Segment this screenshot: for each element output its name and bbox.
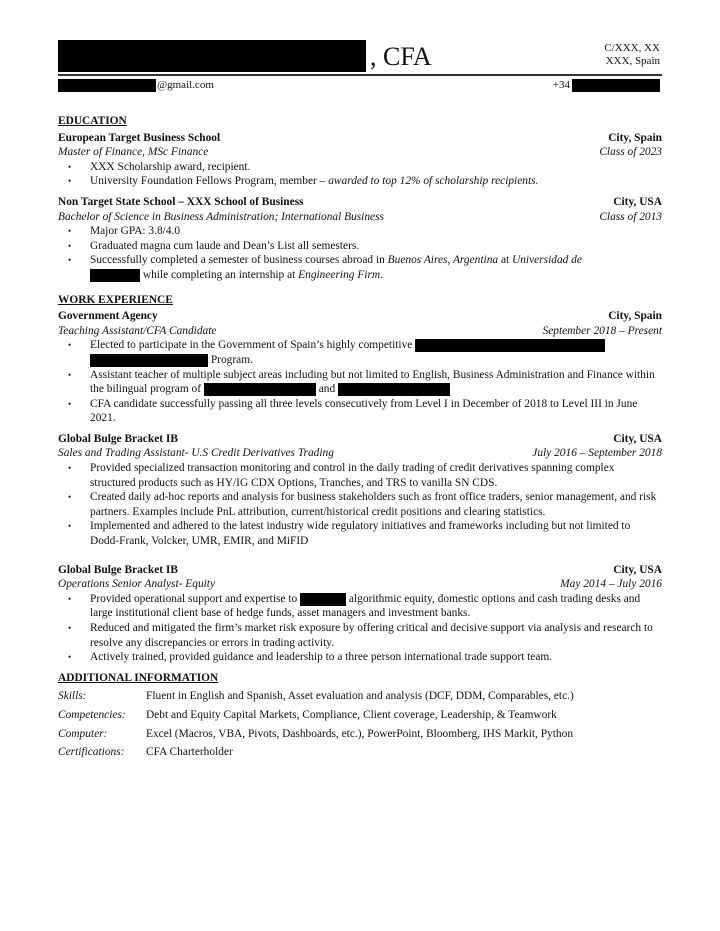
phone-prefix: +34 <box>552 79 570 91</box>
redacted-text <box>338 383 450 396</box>
email-domain: @gmail.com <box>157 79 214 91</box>
redacted-text <box>90 354 208 367</box>
contact-row <box>58 78 662 92</box>
address-line-2: XXX, Spain <box>605 55 660 67</box>
education-title: EDUCATION <box>58 115 127 127</box>
additional-value: CFA Charterholder <box>146 746 233 759</box>
list-item: • Actively trained, provided guidance and leadership to a three person international trade support team. <box>90 650 662 665</box>
job-role: Sales and Trading Assistant- U.S Credit Derivatives Trading <box>58 447 334 460</box>
redacted-text <box>90 269 140 282</box>
list-item: • Created daily ad-hoc reports and analysis for business stakeholders such as front office traders, senior management, and risk partners. Examples include PnL attribution, current/historical credit positions and clearing statistics. <box>90 490 662 519</box>
redacted-text <box>300 593 346 606</box>
header <box>58 40 662 74</box>
school-name: European Target Business School <box>58 131 221 144</box>
redacted-text <box>415 339 605 352</box>
work-entry <box>58 309 662 426</box>
resume-body <box>58 110 662 760</box>
address-line-1: C/XXX, XX <box>604 42 660 54</box>
list-item: • Reduced and mitigated the firm’s market risk exposure by offering critical and decisive support via analysis and research to resolve any discrepancies or errors in trading activity. <box>90 621 662 650</box>
job-date: May 2014 – July 2016 <box>560 578 662 591</box>
job-role: Teaching Assistant/CFA Candidate <box>58 324 217 337</box>
additional-value: Debt and Equity Capital Markets, Compliance, Client coverage, Leadership, & Teamwork <box>146 708 557 721</box>
additional-label: Certifications: <box>58 746 125 759</box>
list-item: • Provided specialized transaction monitoring and control in the daily trading of credit derivatives spanning complex structured products such as HY/IG CDX Options, Tranches, and TRS to vanilla SN CDS. <box>90 461 662 490</box>
redacted-email <box>58 79 156 92</box>
degree: Bachelor of Science in Business Administration; International Business <box>58 210 384 223</box>
additional-title: ADDITIONAL INFORMATION <box>58 671 219 684</box>
header-divider <box>58 74 662 76</box>
work-entry <box>58 563 662 665</box>
list-item: • Implemented and adhered to the latest industry wide regulatory initiatives and frameworks including but not limited to Dodd-Frank, Volcker, UMR, EMIR, and MiFID <box>90 519 662 548</box>
redacted-text <box>204 383 316 396</box>
additional-row <box>58 708 662 723</box>
list-item: • Major GPA: 3.8/4.0 <box>90 224 662 239</box>
additional-row <box>58 727 662 742</box>
name-suffix: , CFA <box>370 42 432 71</box>
degree: Master of Finance, MSc Finance <box>58 146 209 159</box>
redacted-name <box>58 40 366 72</box>
job-role: Operations Senior Analyst- Equity <box>58 578 216 591</box>
company-name: Global Bulge Bracket IB <box>58 563 178 576</box>
additional-label: Competencies: <box>58 708 126 721</box>
school-name: Non Target State School – XXX School of Business <box>58 195 304 208</box>
address <box>604 42 660 68</box>
list-item: • Successfully completed a semester of business courses abroad in Buenos Aires, Argentina at Universidad de while completing an internship at Engineering Firm. <box>90 253 662 282</box>
education-entry <box>58 131 662 189</box>
work-title: WORK EXPERIENCE <box>58 293 173 306</box>
list-item: • Assistant teacher of multiple subject areas including but not limited to English, Business Administration and Finance within the bilingual program of and <box>90 368 662 397</box>
company-name: Government Agency <box>58 310 158 323</box>
list-item: • CFA candidate successfully passing all three levels consecutively from Level I in December of 2018 to Level III in June 2021. <box>90 397 662 426</box>
additional-label: Computer: <box>58 727 108 740</box>
company-location: City, USA <box>613 432 662 445</box>
job-date: July 2016 – September 2018 <box>532 447 662 460</box>
education-entry <box>58 195 662 283</box>
school-location: City, USA <box>613 195 662 208</box>
additional-label: Skills: <box>58 690 87 703</box>
company-location: City, USA <box>613 563 662 576</box>
job-date: September 2018 – Present <box>542 324 662 337</box>
school-location: City, Spain <box>608 131 662 144</box>
list-item: • Graduated magna cum laude and Dean’s List all semesters. <box>90 239 662 254</box>
degree-date: Class of 2023 <box>599 146 662 159</box>
list-item: • Elected to participate in the Government of Spain’s highly competitive Program. <box>90 338 662 367</box>
redacted-phone <box>572 79 660 92</box>
work-entry <box>58 432 662 549</box>
additional-row <box>58 745 662 760</box>
additional-value: Fluent in English and Spanish, Asset evaluation and analysis (DCF, DDM, Comparables, etc.) <box>146 690 574 703</box>
company-location: City, Spain <box>608 310 662 323</box>
additional-row <box>58 689 662 704</box>
list-item: • University Foundation Fellows Program, member – awarded to top 12% of scholarship recipients. <box>90 174 662 189</box>
additional-value: Excel (Macros, VBA, Pivots, Dashboards, etc.), PowerPoint, Bloomberg, IHS Markit, Python <box>146 727 574 740</box>
list-item: • Provided operational support and expertise to algorithmic equity, domestic options and cash trading desks and large institutional client base of hedge funds, asset managers and investment banks. <box>90 592 662 621</box>
company-name: Global Bulge Bracket IB <box>58 432 178 445</box>
list-item: • XXX Scholarship award, recipient. <box>90 160 662 175</box>
degree-date: Class of 2013 <box>599 210 662 223</box>
